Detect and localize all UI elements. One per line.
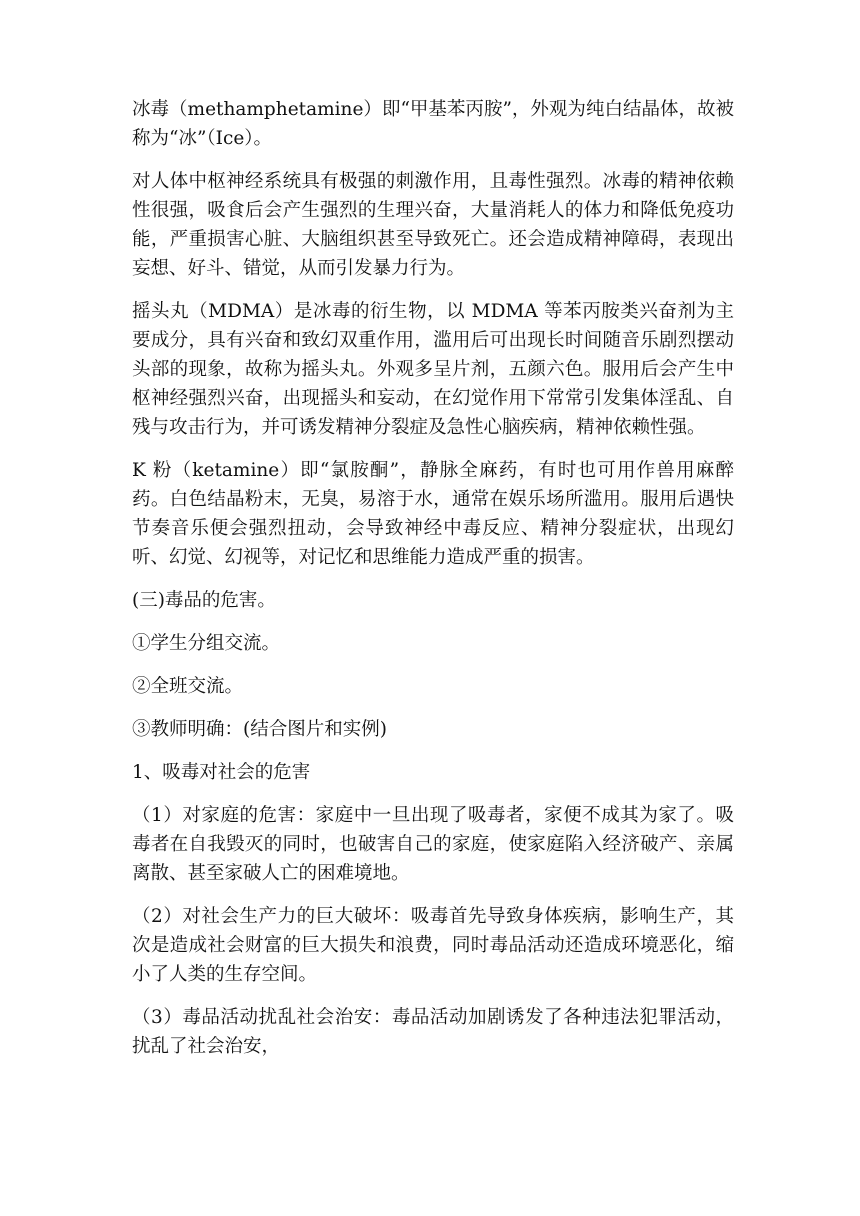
step-group-discussion: ①学生分组交流。 [132,633,281,654]
step-class-discussion: ②全班交流。 [132,676,244,697]
paragraph-harm-family: （1）对家庭的危害：家庭中一旦出现了吸毒者，家便不成其为家了。吸毒者在自我毁灭的同时，也破害自己的家庭，使家庭陷入经济破产、亲属离散、甚至家破人亡的困难境地。 [132,805,734,884]
step-teacher-clarify: ③教师明确：(结合图片和实例) [132,719,387,740]
document-body [132,95,734,1075]
subheading-social-harm: 1、吸毒对社会的危害 [132,762,311,783]
paragraph-methamphetamine-effects: 对人体中枢神经系统具有极强的刺激作用，且毒性强烈。冰毒的精神依赖性很强，吸食后会产生强烈的生理兴奋，大量消耗人的体力和降低免疫功能，严重损害心脏、大脑组织甚至导致死亡。还会造成精神障碍，表现出妄想、好斗、错觉，从而引发暴力行为。 [132,171,734,279]
paragraph-mdma: 摇头丸（MDMA）是冰毒的衍生物，以 MDMA 等苯丙胺类兴奋剂为主要成分，具有兴奋和致幻双重作用，滥用后可出现长时间随音乐剧烈摆动头部的现象，故称为摇头丸。外观多呈片剂，五颜六色。服用后会产生中枢神经强烈兴奋，出现摇头和妄动，在幻觉作用下常常引发集体淫乱、自残与攻击行为，并可诱发精神分裂症及急性心脑疾病，精神依赖性强。 [132,301,734,438]
paragraph-harm-productivity: （2）对社会生产力的巨大破坏：吸毒首先导致身体疾病，影响生产，其次是造成社会财富的巨大损失和浪费，同时毒品活动还造成环境恶化，缩小了人类的生存空间。 [132,906,734,985]
paragraph-ketamine: K 粉（ketamine）即“氯胺酮”，静脉全麻药，有时也可用作兽用麻醉药。白色结晶粉末，无臭，易溶于水，通常在娱乐场所滥用。服用后遇快节奏音乐便会强烈扭动，会导致神经中毒反应、精神分裂症状，出现幻听、幻觉、幻视等，对记忆和思维能力造成严重的损害。 [132,460,734,568]
paragraph-harm-public-order: （3）毒品活动扰乱社会治安：毒品活动加剧诱发了各种违法犯罪活动，扰乱了社会治安， [132,1007,734,1057]
paragraph-methamphetamine-intro: 冰毒（methamphetamine）即“甲基苯丙胺”，外观为纯白结晶体，故被称为“冰”（Ice）。 [132,99,734,149]
section-heading-drug-harm: (三)毒品的危害。 [132,590,276,611]
